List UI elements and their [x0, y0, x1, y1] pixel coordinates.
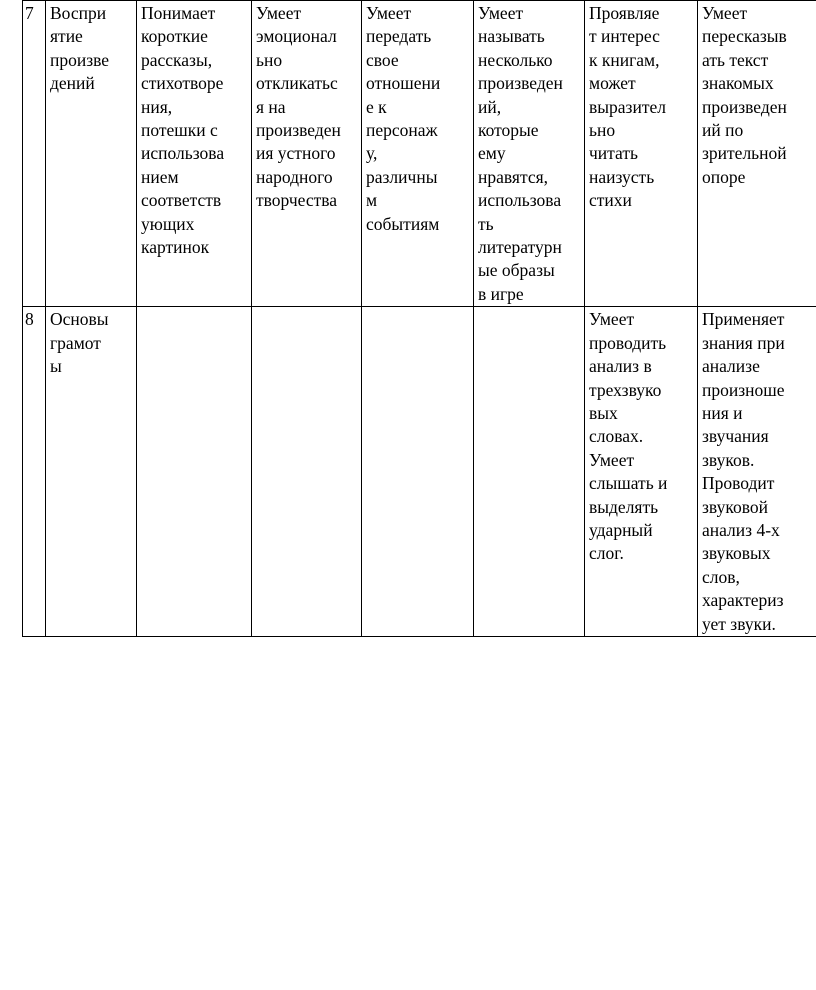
- table-row: [23, 1, 816, 307]
- area-cell: Основы грамот ы: [46, 307, 137, 637]
- skill-cell: [362, 307, 474, 637]
- skill-cell: Умеет эмоционал ьно откликатьс я на произведен ия устного народного творчества: [252, 1, 362, 307]
- skill-cell: Умеет передать свое отношени е к персонаж у, различны м событиям: [362, 1, 474, 307]
- skill-cell: Понимает короткие рассказы, стихотворе ния, потешки с использова нием соответств ующих картинок: [137, 1, 252, 307]
- table-row: [23, 307, 816, 637]
- skill-cell: Применяет знания при анализе произноше ния и звучания звуков. Проводит звуковой анализ 4-х звуковых слов, характериз ует звуки.: [698, 307, 816, 637]
- skills-table: [22, 0, 816, 637]
- skill-cell: Умеет называть несколько произведен ий, которые ему нравятся, использова ть литературн ые образы в игре: [474, 1, 585, 307]
- skill-cell: [252, 307, 362, 637]
- row-number: 8: [23, 307, 46, 637]
- skill-cell: Умеет пересказыв ать текст знакомых произведен ий по зрительной опоре: [698, 1, 816, 307]
- row-number: 7: [23, 1, 46, 307]
- skill-cell: [474, 307, 585, 637]
- skill-cell: [137, 307, 252, 637]
- skill-cell: Умеет проводить анализ в трехзвуко вых словах. Умеет слышать и выделять ударный слог.: [585, 307, 698, 637]
- area-cell: Воспри ятие произве дений: [46, 1, 137, 307]
- skill-cell: Проявляе т интерес к книгам, может выразител ьно читать наизусть стихи: [585, 1, 698, 307]
